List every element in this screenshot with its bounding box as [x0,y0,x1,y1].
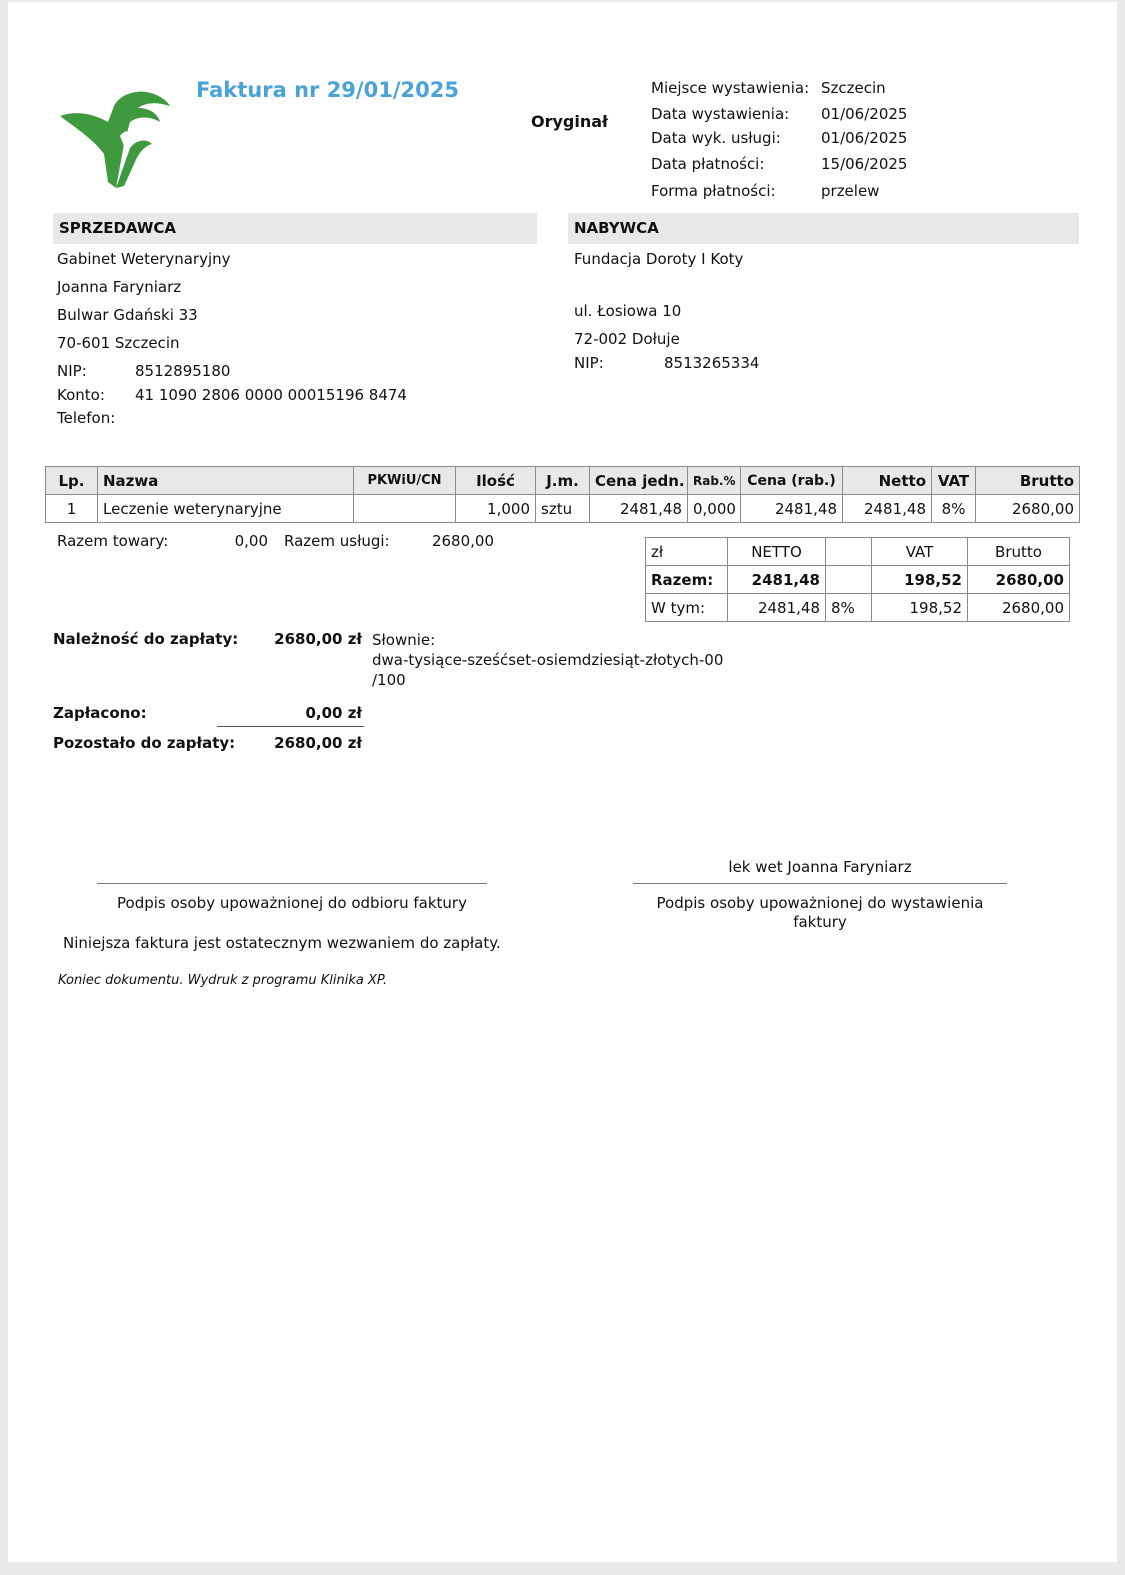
vat-detail-net: 2481,48 [728,594,826,622]
items-header-row [46,467,1080,495]
cell-name: Leczenie weterynaryjne [98,495,354,523]
col-gross: Brutto [976,467,1080,495]
meta-value-issue-date: 01/06/2025 [821,105,908,123]
vat-total-net: 2481,48 [728,566,826,594]
vat-col-currency: zł [646,538,728,566]
vat-col-net: NETTO [728,538,826,566]
vat-detail-gross: 2680,00 [968,594,1070,622]
seller-account-label: Konto: [57,386,105,404]
goods-total-label: Razem towary: [57,532,169,550]
buyer-street: ul. Łosiowa 10 [574,302,682,320]
meta-label-payment-method: Forma płatności: [651,182,776,200]
invoice-title: Faktura nr 29/01/2025 [196,78,459,102]
meta-label-issue-date: Data wystawienia: [651,105,790,123]
col-name: Nazwa [98,467,354,495]
meta-value-payment-method: przelew [821,182,880,200]
vat-detail-rate: 8% [826,594,872,622]
invoice-sheet [8,2,1117,1562]
remaining-label: Pozostało do zapłaty: [53,734,236,752]
cell-vat: 8% [932,495,976,523]
clinic-logo-icon [54,84,172,192]
paid-value: 0,00 zł [305,704,362,722]
amount-words-label: Słownie: [372,631,436,649]
amount-due-label: Należność do zapłaty: [53,630,239,648]
amount-due-value: 2680,00 zł [274,630,362,648]
vat-summary-table [645,537,1070,622]
buyer-nip: 8513265334 [664,354,760,372]
col-net: Netto [843,467,932,495]
receiver-signature-caption: Podpis osoby upoważnionej do odbioru faktury [117,894,467,912]
final-notice: Niniejsza faktura jest ostatecznym wezwaniem do zapłaty. [63,934,501,952]
meta-value-place: Szczecin [821,79,886,97]
cell-discounted-price: 2481,48 [741,495,843,523]
vat-header-row [646,538,1070,566]
vat-total-label: Razem: [646,566,728,594]
issuer-signature-caption-line2: faktury [793,913,847,931]
vat-detail-label: W tym: [646,594,728,622]
seller-account: 41 1090 2806 0000 00015196 8474 [135,386,407,404]
cell-discount: 0,000 [688,495,741,523]
services-total-value: 2680,00 [431,532,494,550]
issuer-signature-caption-line1: Podpis osoby upoważnionej do wystawienia [656,894,984,912]
meta-value-payment-date: 15/06/2025 [821,155,908,173]
cell-gross: 2680,00 [976,495,1080,523]
seller-nip: 8512895180 [135,362,231,380]
amount-words-line2: /100 [372,671,406,689]
vat-col-rate [826,538,872,566]
seller-name-line1: Gabinet Weterynaryjny [57,250,231,268]
cell-unit: sztu [536,495,590,523]
col-discount: Rab.% [688,467,741,495]
meta-label-payment-date: Data płatności: [651,155,765,173]
paid-divider [217,726,364,727]
col-pkwiu: PKWiU/CN [354,467,456,495]
cell-net: 2481,48 [843,495,932,523]
col-unit-price: Cena jedn. [590,467,688,495]
col-unit: J.m. [536,467,590,495]
col-quantity: Ilość [456,467,536,495]
col-lp: Lp. [46,467,98,495]
meta-label-service-date: Data wyk. usługi: [651,129,781,147]
buyer-city: 72-002 Dołuje [574,330,680,348]
seller-name-line2: Joanna Faryniarz [57,278,182,296]
col-discounted-price: Cena (rab.) [741,467,843,495]
cell-quantity: 1,000 [456,495,536,523]
meta-label-place: Miejsce wystawienia: [651,79,810,97]
receiver-signature-line [97,883,487,884]
buyer-header: NABYWCA [568,213,1079,244]
cell-pkwiu [354,495,456,523]
issuer-signature-line [633,883,1007,884]
end-of-document-note: Koniec dokumentu. Wydruk z programu Klinika XP. [58,973,388,988]
table-row [46,495,1080,523]
amount-words-line1: dwa-tysiące-sześćset-osiemdziesiąt-złotych-00 [372,651,724,669]
remaining-value: 2680,00 zł [274,734,362,752]
vat-col-gross: Brutto [968,538,1070,566]
copy-label: Oryginał [531,112,608,131]
services-total-label: Razem usługi: [284,532,390,550]
items-table [45,466,1080,523]
cell-unit-price: 2481,48 [590,495,688,523]
vat-total-vat: 198,52 [872,566,968,594]
vat-total-gross: 2680,00 [968,566,1070,594]
seller-street: Bulwar Gdański 33 [57,306,198,324]
buyer-nip-label: NIP: [574,354,604,372]
vat-col-vat: VAT [872,538,968,566]
vat-total-rate [826,566,872,594]
paid-label: Zapłacono: [53,704,147,722]
cell-lp: 1 [46,495,98,523]
vat-detail-vat: 198,52 [872,594,968,622]
vat-detail-row [646,594,1070,622]
issuer-name: lek wet Joanna Faryniarz [728,858,912,876]
seller-city: 70-601 Szczecin [57,334,180,352]
col-vat: VAT [932,467,976,495]
goods-total-value: 0,00 [234,532,268,550]
vat-total-row [646,566,1070,594]
buyer-name: Fundacja Doroty I Koty [574,250,744,268]
seller-phone-label: Telefon: [57,409,116,427]
meta-value-service-date: 01/06/2025 [821,129,908,147]
seller-header: SPRZEDAWCA [53,213,537,244]
seller-nip-label: NIP: [57,362,87,380]
